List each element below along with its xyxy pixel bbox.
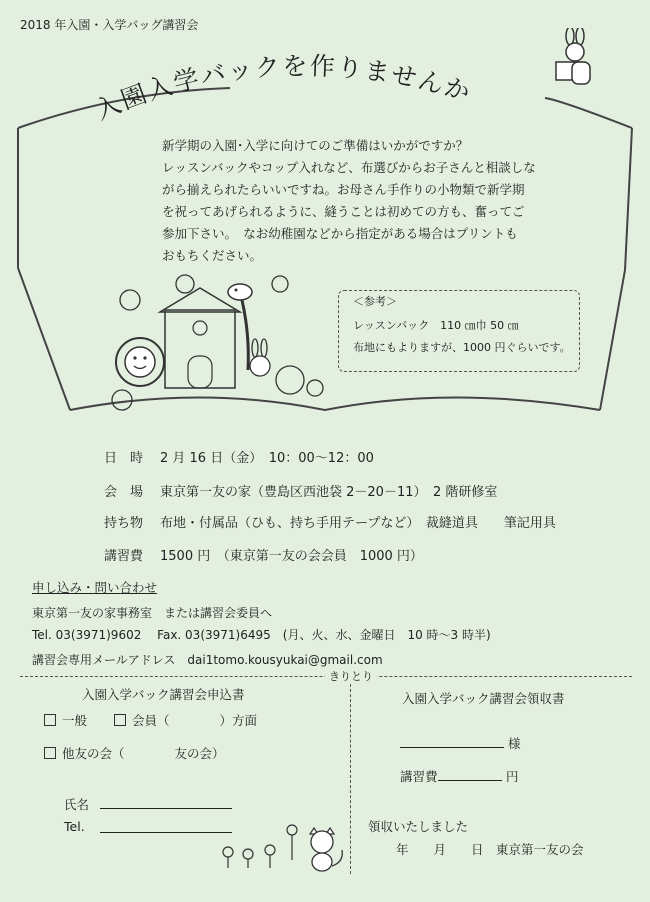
receipt-fee-label: 講習費	[400, 769, 438, 784]
reference-line: レッスンバック 110 ㎝巾 50 ㎝	[353, 319, 519, 332]
reference-heading: ＜参考＞	[353, 295, 397, 308]
application-title: 入園入学バック講習会申込書	[82, 687, 245, 702]
intro-line: がら揃えられたらいいですね。お母さん手作りの小物類で新学期	[162, 182, 525, 197]
tel-label: Tel.	[64, 819, 85, 834]
reference-box	[338, 290, 580, 372]
giraffe-icon	[228, 284, 252, 370]
items-value: 布地・付属品（ひも、持ち手用テープなど） 裁縫道具 筆記用具	[160, 516, 556, 531]
name-field[interactable]	[100, 808, 232, 809]
fee-label: 講習費	[104, 549, 144, 564]
contact-office: 東京第一友の家事務室 または講習会委員へ	[32, 606, 273, 620]
event-header: 2018 年入園・入学バッグ講習会	[20, 18, 199, 32]
receipt-date-line: 年 月 日 東京第一友の会	[396, 842, 584, 857]
intro-line: おもちください。	[162, 248, 263, 263]
cherry-blossom-icon	[112, 275, 323, 410]
illustration	[100, 270, 340, 420]
receipt-fee-field[interactable]	[438, 780, 502, 781]
receipt-title: 入園入学バック講習会領収書	[402, 691, 565, 706]
checkbox[interactable]	[44, 714, 56, 726]
reference-line: 布地にもよりますが、1000 円ぐらいです。	[353, 341, 571, 354]
intro-line: 参加下さい。 なお幼稚園などから指定がある場合はプリントも	[162, 226, 518, 241]
date-value: 2 月 16 日（金） 10：00～12：00	[160, 451, 374, 466]
venue-value: 東京第一友の家（豊島区西池袋 2－20－11） 2 階研修室	[160, 485, 498, 500]
rabbit-icon	[250, 339, 270, 376]
cut-label: きりとり	[325, 668, 377, 684]
flower-character-icon	[116, 338, 164, 386]
name-label: 氏名	[64, 797, 90, 812]
option-general[interactable]: 一般	[44, 711, 87, 729]
receipt-sama: 様	[508, 736, 521, 751]
page-title-text: 入園入学バックを作りませんか	[90, 51, 476, 126]
receipt-yen: 円	[506, 769, 519, 784]
date-label: 日 時	[104, 451, 144, 466]
option-member[interactable]: 会員（ ）方面	[114, 711, 257, 729]
intro-line: 新学期の入園･入学に向けてのご準備はいかがですか？	[162, 138, 469, 153]
checkbox[interactable]	[114, 714, 126, 726]
tel-field[interactable]	[100, 832, 232, 833]
contact-phone: Tel. 03(3971)9602 Fax. 03(3971)6495 (月、火、水、金曜日 10 時～3 時半)	[32, 628, 491, 642]
fee-value: 1500 円 （東京第一友の会会員 1000 円）	[160, 549, 423, 564]
items-label: 持ち物	[104, 516, 144, 531]
receipt-name-field[interactable]	[400, 747, 504, 748]
receipt-received: 領収いたしました	[368, 819, 469, 834]
cat-icon	[302, 826, 348, 874]
intro-line: レッスンバックやコップ入れなど、布選びからお子さんと相談しな	[162, 160, 536, 175]
rabbit-with-book-icon	[548, 28, 598, 88]
contact-heading: 申し込み・問い合わせ	[32, 580, 158, 595]
building-icon	[160, 288, 240, 388]
venue-label: 会 場	[104, 485, 144, 500]
form-divider	[350, 684, 351, 874]
svg-text:入園入学バックを作りませんか	[91, 51, 475, 125]
intro-line: を祝ってあげられるように、縫うことは初めての方も、奮ってご	[162, 204, 525, 219]
option-other-member[interactable]: 他友の会（ 友の会）	[44, 744, 225, 762]
checkbox[interactable]	[44, 747, 56, 759]
contact-email: 講習会専用メールアドレス dai1tomo.kousyukai@gmail.com	[32, 653, 383, 667]
small-flower-icon	[218, 820, 308, 870]
